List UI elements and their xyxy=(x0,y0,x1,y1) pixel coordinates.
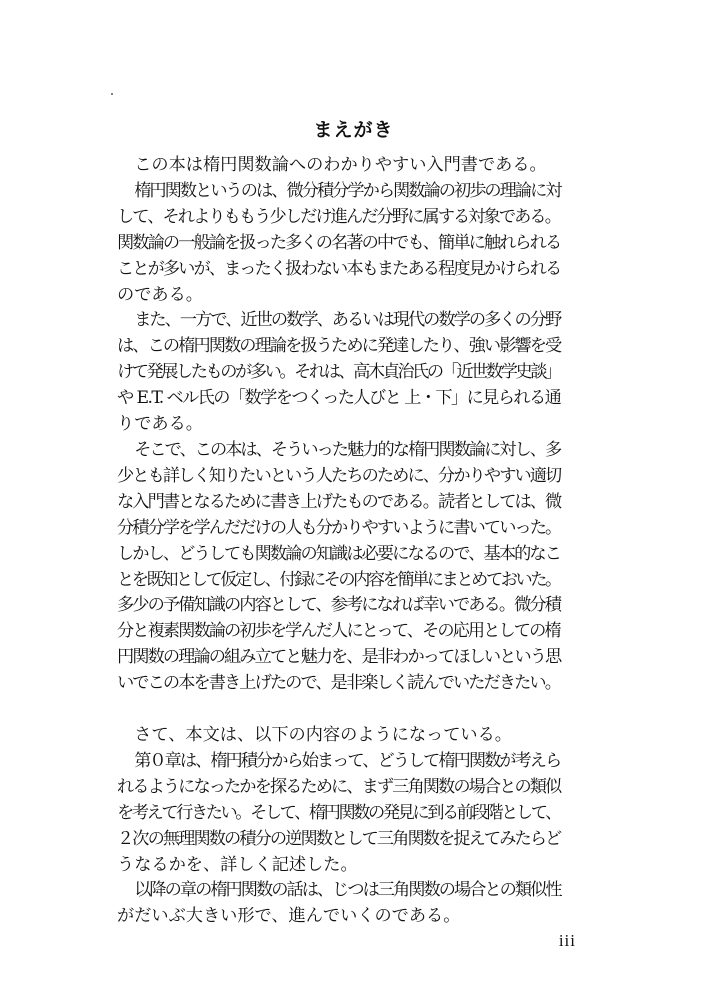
text-line: のである。 xyxy=(117,284,203,305)
page-speck xyxy=(111,93,113,95)
text-line: しかし、どうしても関数論の知識は必要になるので、基本的なこ xyxy=(117,543,560,564)
text-line: な入門書となるために書き上げたものである。読者としては、微 xyxy=(117,491,561,512)
text-line: 関数論の一般論を扱った多くの名著の中でも、簡単に触れられる xyxy=(117,232,561,253)
text-line: うなるかを、詳しく記述した。 xyxy=(117,854,358,875)
text-line: 多少の予備知識の内容として、参考になれば幸いである。微分積 xyxy=(117,595,560,616)
text-line: ２次の無理関数の積分の逆関数として三角関数を捉えてみたらど xyxy=(117,828,561,849)
text-line: 第０章は、楕円積分から始まって、どうして楕円関数が考えら xyxy=(134,750,561,771)
text-line: けて発展したものが多い。それは、高木貞治氏の「近世数学史談」 xyxy=(117,362,560,383)
paragraph xyxy=(117,308,560,438)
text-line: 分積分学を学んだだけの人も分かりやすいように書いていった。 xyxy=(117,517,561,538)
text-line: とを既知として仮定し、付録にその内容を簡単にまとめておいた。 xyxy=(117,569,560,590)
text-line: を考えて行きたい。そして、楕円関数の発見に到る前段階として、 xyxy=(117,802,560,823)
paragraph xyxy=(117,153,560,179)
text-line: 円関数の理論の組み立てと魅力を、是非わかってほしいという思 xyxy=(117,647,561,668)
paragraph xyxy=(117,179,560,309)
page-title: まえがき xyxy=(313,119,394,141)
text-line: りである。 xyxy=(117,414,203,435)
paragraph xyxy=(117,749,560,879)
page-number: iii xyxy=(558,931,576,950)
text-line: いでこの本を書き上げたので、是非楽しく読んでいただきたい。 xyxy=(117,673,560,694)
text-line: 少とも詳しく知りたいという人たちのために、分かりやすい適切 xyxy=(117,465,561,486)
paragraph-gap xyxy=(117,697,560,723)
text-line: また、一方で、近世の数学、あるいは現代の数学の多くの分野 xyxy=(134,310,561,331)
text-line: さて、本文は、以下の内容のようになっている。 xyxy=(134,725,512,746)
text-line: この本は楕円関数論へのわかりやすい入門書である。 xyxy=(134,155,547,175)
text-line: 楕円関数というのは、微分積分学から関数論の初歩の理論に対 xyxy=(134,180,561,201)
text-line: 以降の章の楕円関数の話は、じつは三角関数の場合との類似性 xyxy=(134,880,561,901)
text-line: や E.T. ベル氏の「数学をつくった人びと 上・下」に見られる通 xyxy=(117,388,561,409)
text-line: 分と複素関数論の初歩を学んだ人にとって、その応用としての楕 xyxy=(117,621,560,642)
preface-body xyxy=(117,153,560,930)
text-line: は、この楕円関数の理論を扱うために発達したり、強い影響を受 xyxy=(117,336,561,357)
paragraph xyxy=(117,878,560,930)
paragraph xyxy=(117,438,560,697)
text-line: がだいぶ大きい形で、進んでいくのである。 xyxy=(117,906,461,927)
text-line: そこで、この本は、そういった魅力的な楕円関数論に対し、多 xyxy=(134,439,561,460)
text-line: れるようになったかを探るために、まず三角関数の場合との類似 xyxy=(117,776,561,797)
paragraph xyxy=(117,723,560,749)
text-line: して、それよりももう少しだけ進んだ分野に属する対象である。 xyxy=(117,206,560,227)
text-line: ことが多いが、まったく扱わない本もまたある程度見かけられる xyxy=(117,258,561,279)
